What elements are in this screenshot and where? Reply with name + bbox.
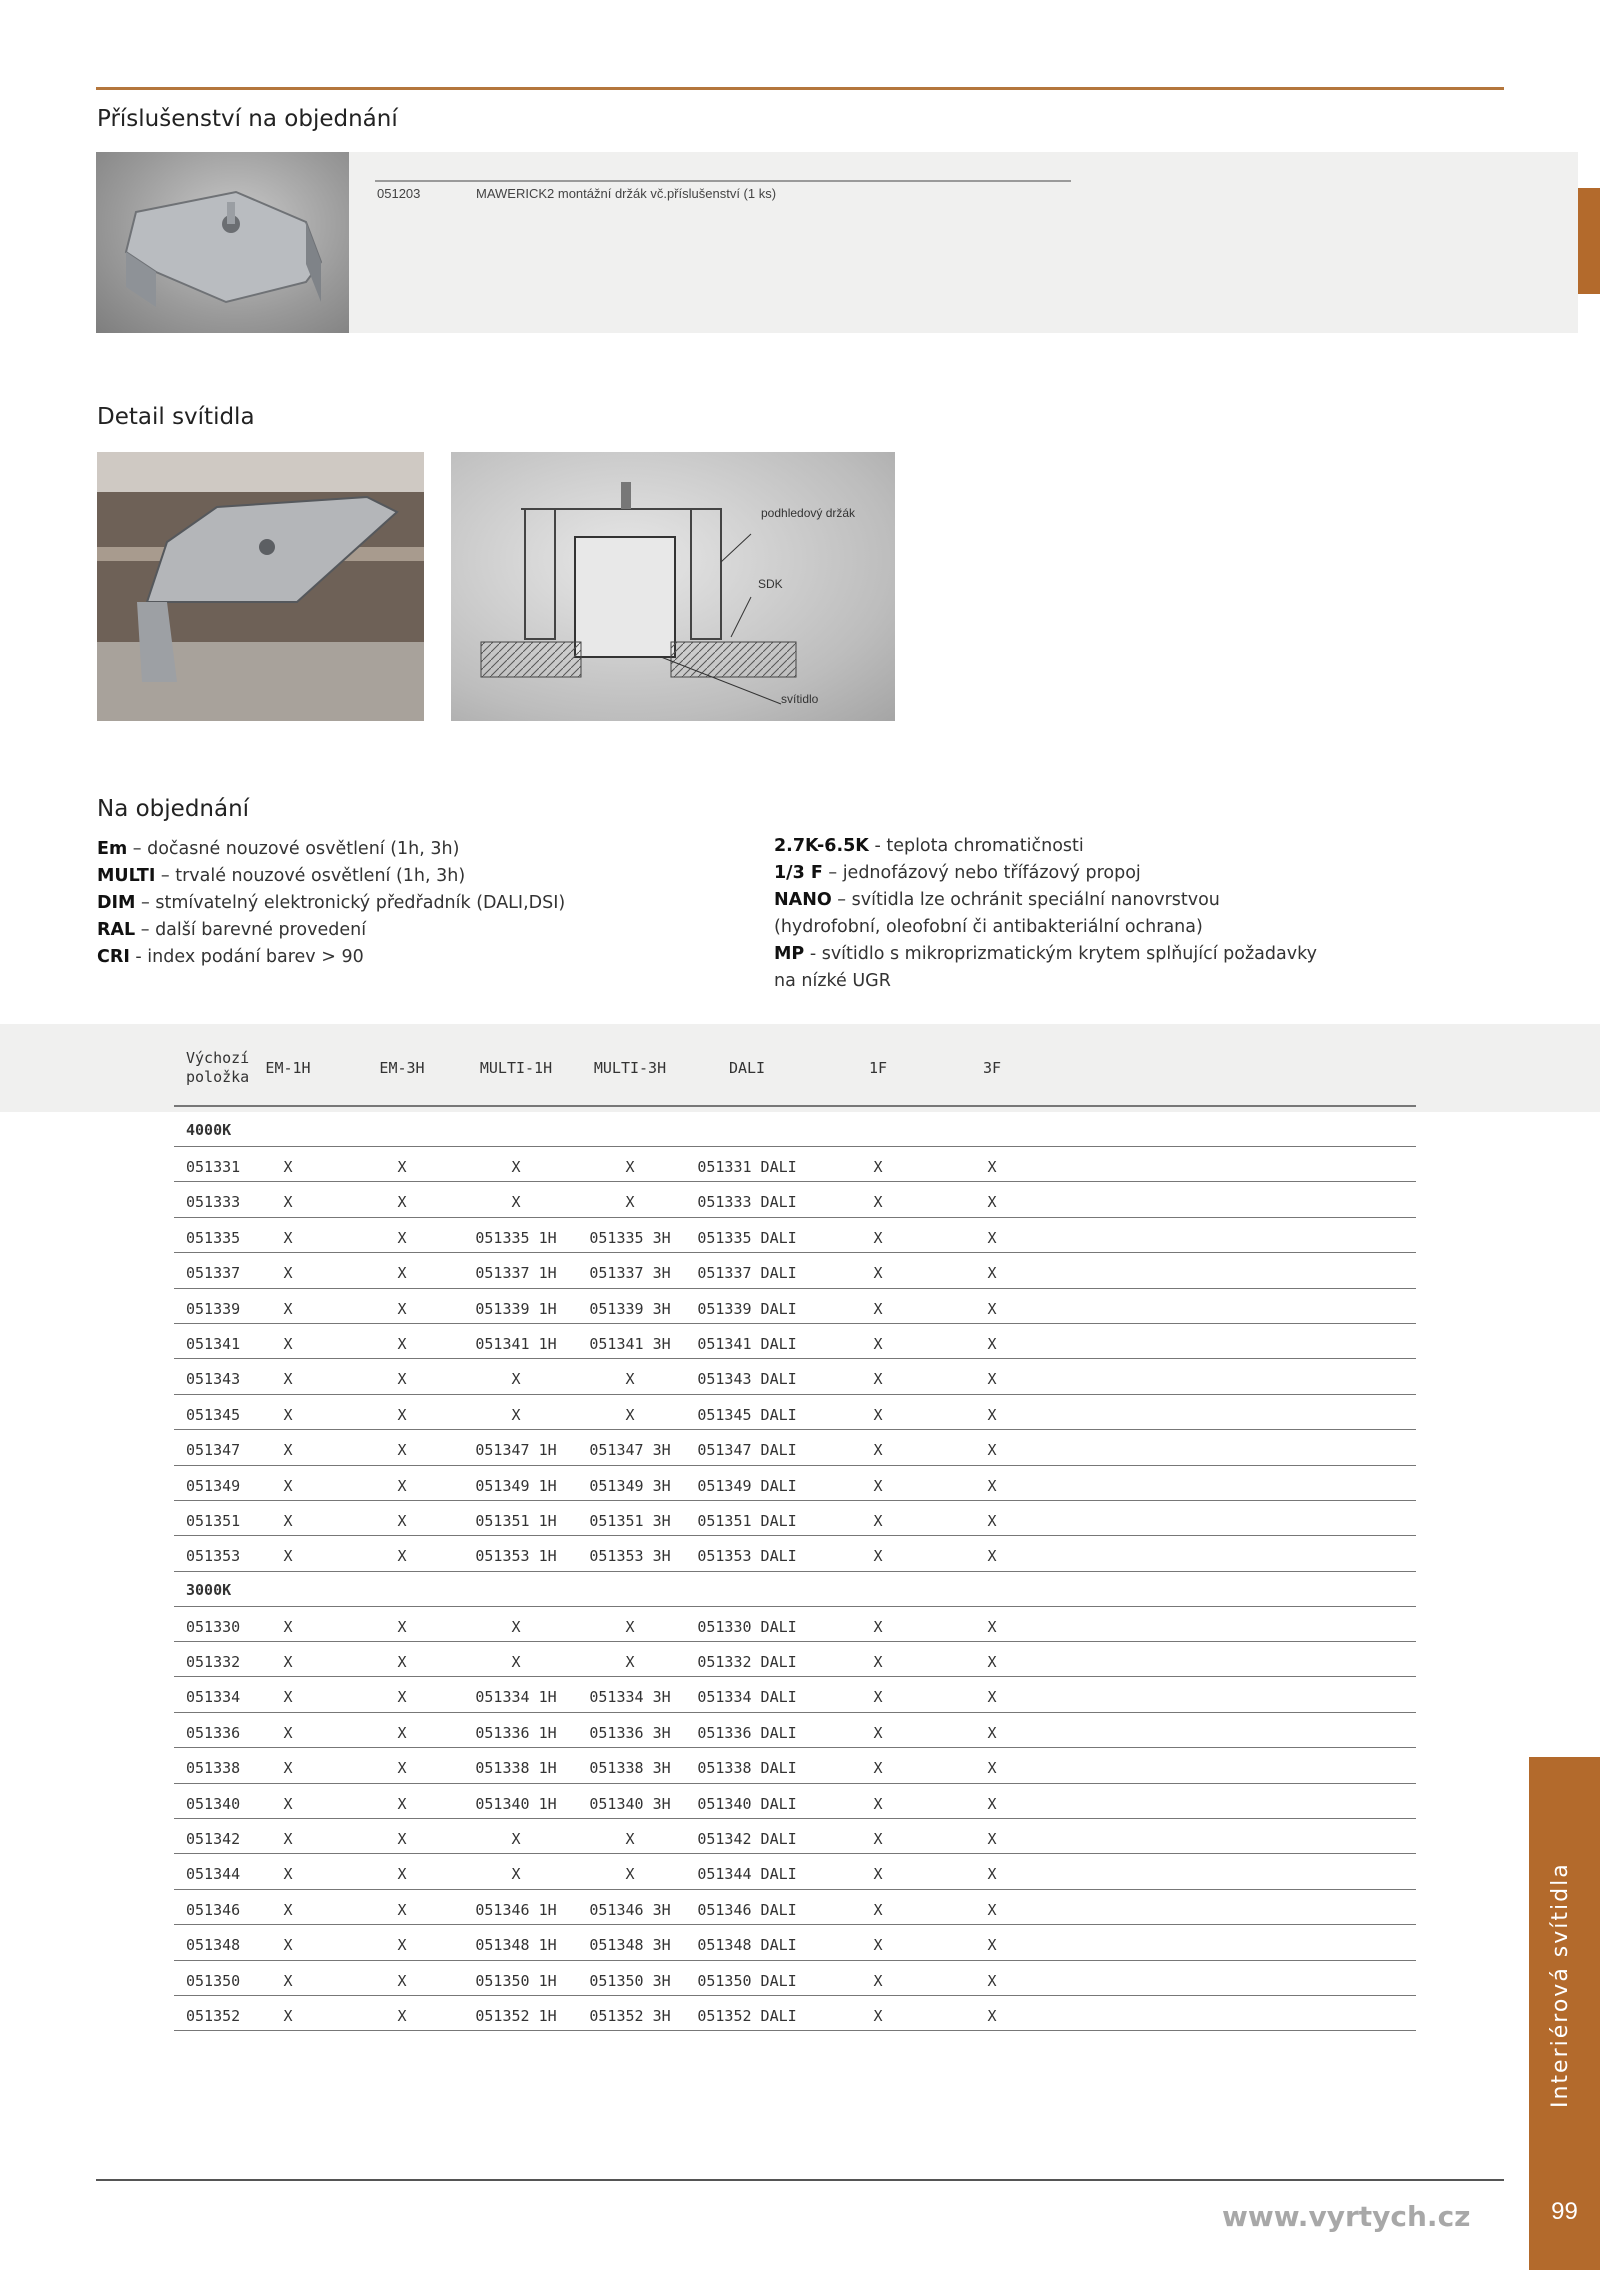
table-cell: 051336 xyxy=(186,1723,241,1742)
table-row xyxy=(174,1890,1416,1925)
table-cell: X xyxy=(511,1370,521,1389)
table-cell: 051337 DALI xyxy=(697,1264,797,1283)
table-cell: X xyxy=(397,1158,407,1176)
table-cell: X xyxy=(987,1193,997,1212)
table-cell: 051345 xyxy=(186,1405,241,1424)
legend-item: CRI - index podání barev > 90 xyxy=(97,947,364,967)
legend-item: 2.7K-6.5K - teplota chromatičnosti xyxy=(774,836,1084,856)
table-cell: X xyxy=(283,1688,293,1707)
table-cell: 051331 xyxy=(186,1158,241,1176)
table-cell: 051332 xyxy=(186,1653,241,1672)
table-cell: X xyxy=(987,1653,997,1672)
table-cell: 051348 3H xyxy=(589,1936,671,1955)
table-cell: X xyxy=(873,2006,883,2025)
bottom-rule xyxy=(96,2179,1504,2181)
table-cell: 051341 DALI xyxy=(697,1334,797,1353)
table-cell: 051339 1H xyxy=(475,1299,557,1318)
table-cell: X xyxy=(397,1830,407,1849)
table-cell: X xyxy=(625,1405,635,1424)
table-cell: 051330 xyxy=(186,1617,241,1636)
header-cell: MULTI-3H xyxy=(593,1058,667,1077)
table-row xyxy=(174,1677,1416,1712)
table-cell: X xyxy=(987,1865,997,1884)
table-cell: X xyxy=(283,1794,293,1813)
label-sdk: SDK xyxy=(758,577,783,591)
table-cell: 051347 DALI xyxy=(697,1441,797,1460)
table-cell: 051353 DALI xyxy=(697,1547,797,1566)
table-cell: 051332 DALI xyxy=(697,1653,797,1672)
table-cell: 051341 3H xyxy=(589,1334,671,1353)
group-label: 3000K xyxy=(186,1580,232,1599)
header-cell: MULTI-1H xyxy=(479,1058,553,1077)
table-cell: 051343 xyxy=(186,1370,241,1389)
table-cell: 051352 xyxy=(186,2006,241,2025)
table-cell: 051349 DALI xyxy=(697,1476,797,1495)
table-cell: 051344 xyxy=(186,1865,241,1884)
table-header-row xyxy=(174,1024,1416,1112)
table-cell: X xyxy=(987,1971,997,1990)
table-cell: 051334 xyxy=(186,1688,241,1707)
table-row xyxy=(174,1395,1416,1430)
table-row xyxy=(174,1642,1416,1677)
table-cell: 051334 DALI xyxy=(697,1688,797,1707)
table-cell: X xyxy=(873,1971,883,1990)
order-legend-right xyxy=(774,833,1317,995)
table-cell: X xyxy=(511,1158,521,1176)
table-cell: 051340 3H xyxy=(589,1794,671,1813)
table-cell: X xyxy=(397,1900,407,1919)
table-cell: X xyxy=(283,1158,293,1176)
table-row xyxy=(174,1466,1416,1501)
table-cell: 051331 DALI xyxy=(697,1158,797,1176)
table-cell: X xyxy=(873,1547,883,1566)
table-cell: 051350 DALI xyxy=(697,1971,797,1990)
order-title: Na objednání xyxy=(97,796,250,822)
table-cell: X xyxy=(283,1511,293,1530)
table-cell: 051333 xyxy=(186,1193,241,1212)
legend-item: MP - svítidlo s mikroprizmatickým krytem splňující požadavky xyxy=(774,944,1317,964)
table-cell: X xyxy=(397,1865,407,1884)
table-cell: 051335 DALI xyxy=(697,1228,797,1247)
table-cell: 051335 xyxy=(186,1228,241,1247)
table-cell: X xyxy=(987,1900,997,1919)
table-cell: 051344 DALI xyxy=(697,1865,797,1884)
table-row xyxy=(174,1961,1416,1996)
table-cell: X xyxy=(873,1830,883,1849)
table-cell: X xyxy=(283,2006,293,2025)
table-cell: 051343 DALI xyxy=(697,1370,797,1389)
table-cell: X xyxy=(397,1476,407,1495)
table-cell: X xyxy=(397,1759,407,1778)
table-cell: X xyxy=(283,1228,293,1247)
table-cell: 051330 DALI xyxy=(697,1617,797,1636)
table-row xyxy=(174,1253,1416,1288)
table-cell: X xyxy=(987,1936,997,1955)
table-cell: 051353 1H xyxy=(475,1547,557,1566)
header-cell: DALI xyxy=(728,1058,766,1077)
table-cell: X xyxy=(511,1865,521,1884)
table-cell: X xyxy=(873,1511,883,1530)
table-cell: 051334 1H xyxy=(475,1688,557,1707)
table-cell: X xyxy=(873,1476,883,1495)
table-cell: 051351 xyxy=(186,1511,241,1530)
table-cell: X xyxy=(511,1405,521,1424)
table-cell: 051337 xyxy=(186,1264,241,1283)
page-number: 99 xyxy=(1551,2198,1578,2225)
table-cell: X xyxy=(987,1476,997,1495)
table-cell: X xyxy=(873,1370,883,1389)
table-cell: X xyxy=(397,1299,407,1318)
table-cell: X xyxy=(873,1299,883,1318)
table-row xyxy=(174,1748,1416,1783)
header-cell: Výchozí položka xyxy=(186,1049,250,1086)
table-cell: X xyxy=(283,1405,293,1424)
table-cell: X xyxy=(283,1264,293,1283)
table-cell: 051335 3H xyxy=(589,1228,671,1247)
table-cell: X xyxy=(873,1794,883,1813)
table-cell: 051340 DALI xyxy=(697,1794,797,1813)
table-cell: 051336 1H xyxy=(475,1723,557,1742)
table-cell: X xyxy=(283,1759,293,1778)
table-cell: 051352 DALI xyxy=(697,2006,797,2025)
table-cell: X xyxy=(625,1653,635,1672)
table-cell: X xyxy=(397,1936,407,1955)
table-cell: X xyxy=(397,1723,407,1742)
table-cell: X xyxy=(283,1865,293,1884)
table-cell: 051340 1H xyxy=(475,1794,557,1813)
table-cell: X xyxy=(987,2006,997,2025)
table-cell: X xyxy=(625,1193,635,1212)
accessory-description: MAWERICK2 montážní držák vč.příslušenství (1 ks) xyxy=(476,186,777,201)
table-cell: X xyxy=(987,1830,997,1849)
table-cell: X xyxy=(397,1193,407,1212)
table-cell: 051341 xyxy=(186,1334,241,1353)
table-cell: X xyxy=(283,1370,293,1389)
table-cell: 051337 3H xyxy=(589,1264,671,1283)
table-cell: X xyxy=(987,1370,997,1389)
label-holder: podhledový držák xyxy=(761,506,856,520)
accessory-code: 051203 xyxy=(377,186,421,201)
table-cell: X xyxy=(283,1830,293,1849)
table-cell: X xyxy=(873,1723,883,1742)
table-cell: X xyxy=(873,1617,883,1636)
table-row xyxy=(174,1430,1416,1465)
table-cell: X xyxy=(987,1405,997,1424)
table-cell: 051338 DALI xyxy=(697,1759,797,1778)
table-cell: X xyxy=(625,1830,635,1849)
table-cell: X xyxy=(987,1299,997,1318)
table-row xyxy=(174,1819,1416,1854)
table-cell: X xyxy=(283,1299,293,1318)
table-cell: X xyxy=(987,1441,997,1460)
table-cell: X xyxy=(873,1900,883,1919)
table-cell: 051353 xyxy=(186,1547,241,1566)
group-label: 4000K xyxy=(186,1121,232,1139)
table-cell: X xyxy=(283,1617,293,1636)
accessory-rule xyxy=(375,180,1071,182)
table-cell: 051348 xyxy=(186,1936,241,1955)
table-cell: X xyxy=(987,1617,997,1636)
table-cell: X xyxy=(397,1334,407,1353)
table-cell: 051348 1H xyxy=(475,1936,557,1955)
table-cell: 051353 3H xyxy=(589,1547,671,1566)
table-cell: X xyxy=(987,1688,997,1707)
label-luminaire: svítidlo xyxy=(781,692,819,706)
table-cell: X xyxy=(283,1723,293,1742)
table-cell: X xyxy=(283,1441,293,1460)
table-cell: 051333 DALI xyxy=(697,1193,797,1212)
table-cell: 051336 DALI xyxy=(697,1723,797,1742)
table-cell: X xyxy=(873,1158,883,1176)
table-cell: 051347 xyxy=(186,1441,241,1460)
table-cell: X xyxy=(873,1688,883,1707)
table-cell: 051341 1H xyxy=(475,1334,557,1353)
table-cell: X xyxy=(987,1228,997,1247)
table-cell: X xyxy=(511,1830,521,1849)
table-cell: X xyxy=(987,1547,997,1566)
table-cell: X xyxy=(625,1617,635,1636)
table-row xyxy=(174,1147,1416,1182)
table-cell: 051351 1H xyxy=(475,1511,557,1530)
table-cell: 051346 1H xyxy=(475,1900,557,1919)
table-cell: X xyxy=(511,1193,521,1212)
group-row xyxy=(174,1572,1416,1607)
table-cell: 051338 xyxy=(186,1759,241,1778)
table-cell: 051337 1H xyxy=(475,1264,557,1283)
category-label: Interiérová svítidla xyxy=(1548,1862,1573,2108)
table-cell: X xyxy=(397,2006,407,2025)
table-cell: X xyxy=(987,1759,997,1778)
table-cell: 051336 3H xyxy=(589,1723,671,1742)
table-cell: X xyxy=(397,1547,407,1566)
table-row xyxy=(174,1218,1416,1253)
table-cell: X xyxy=(283,1334,293,1353)
table-cell: X xyxy=(987,1264,997,1283)
table-row xyxy=(174,1713,1416,1748)
table-row xyxy=(174,1501,1416,1536)
table-cell: X xyxy=(397,1370,407,1389)
legend-item: MULTI – trvalé nouzové osvětlení (1h, 3h) xyxy=(97,866,466,886)
table-cell: 051351 3H xyxy=(589,1511,671,1530)
table-cell: 051345 DALI xyxy=(697,1405,797,1424)
legend-item: NANO – svítidla lze ochránit speciální nanovrstvou xyxy=(774,890,1220,910)
table-cell: 051340 xyxy=(186,1794,241,1813)
table-cell: 051334 3H xyxy=(589,1688,671,1707)
table-cell: 051350 3H xyxy=(589,1971,671,1990)
table-cell: 051347 3H xyxy=(589,1441,671,1460)
header-cell: 1F xyxy=(868,1058,888,1077)
table-row xyxy=(174,1607,1416,1642)
installation-diagram xyxy=(451,452,895,721)
table-cell: 051350 xyxy=(186,1971,241,1990)
order-table xyxy=(174,1024,1416,2031)
legend-item: DIM – stmívatelný elektronický předřadník (DALI,DSI) xyxy=(97,893,566,913)
table-cell: X xyxy=(873,1653,883,1672)
table-row xyxy=(174,1996,1416,2031)
table-row xyxy=(174,1925,1416,1960)
table-row xyxy=(174,1289,1416,1324)
table-cell: 051339 3H xyxy=(589,1299,671,1318)
website-link[interactable]: www.vyrtych.cz xyxy=(1222,2200,1471,2233)
table-cell: 051339 DALI xyxy=(697,1299,797,1318)
table-cell: X xyxy=(283,1900,293,1919)
table-cell: X xyxy=(987,1511,997,1530)
table-cell: X xyxy=(987,1723,997,1742)
table-cell: 051347 1H xyxy=(475,1441,557,1460)
table-cell: X xyxy=(397,1971,407,1990)
table-cell: X xyxy=(397,1441,407,1460)
accessories-title: Příslušenství na objednání xyxy=(97,106,398,132)
header-cell: EM-3H xyxy=(379,1058,425,1077)
table-cell: 051349 xyxy=(186,1476,241,1495)
table-row xyxy=(174,1854,1416,1889)
table-cell: X xyxy=(873,1936,883,1955)
table-cell: X xyxy=(397,1653,407,1672)
table-cell: X xyxy=(397,1617,407,1636)
table-cell: 051349 3H xyxy=(589,1476,671,1495)
table-cell: X xyxy=(987,1158,997,1176)
table-cell: X xyxy=(625,1158,635,1176)
header-cell: EM-1H xyxy=(265,1058,311,1077)
table-cell: X xyxy=(397,1688,407,1707)
table-row xyxy=(174,1182,1416,1217)
table-cell: X xyxy=(283,1193,293,1212)
table-cell: 051338 3H xyxy=(589,1759,671,1778)
table-cell: 051339 xyxy=(186,1299,241,1318)
table-cell: X xyxy=(987,1794,997,1813)
table-cell: 051350 1H xyxy=(475,1971,557,1990)
table-cell: X xyxy=(873,1865,883,1884)
table-cell: 051342 xyxy=(186,1830,241,1849)
detail-title: Detail svítidla xyxy=(97,404,255,430)
table-cell: X xyxy=(397,1228,407,1247)
table-cell: X xyxy=(873,1193,883,1212)
table-cell: X xyxy=(511,1653,521,1672)
table-cell: X xyxy=(873,1441,883,1460)
table-cell: 051335 1H xyxy=(475,1228,557,1247)
table-cell: 051349 1H xyxy=(475,1476,557,1495)
order-legend-left xyxy=(97,836,565,971)
table-cell: X xyxy=(625,1370,635,1389)
table-cell: 051351 DALI xyxy=(697,1511,797,1530)
table-cell: X xyxy=(397,1794,407,1813)
table-cell: X xyxy=(873,1334,883,1353)
table-cell: 051352 3H xyxy=(589,2006,671,2025)
top-rule xyxy=(96,87,1504,90)
table-cell: X xyxy=(283,1971,293,1990)
legend-item: na nízké UGR xyxy=(774,971,891,991)
table-cell: X xyxy=(873,1405,883,1424)
table-cell: 051348 DALI xyxy=(697,1936,797,1955)
table-row xyxy=(174,1784,1416,1819)
table-cell: 051338 1H xyxy=(475,1759,557,1778)
mounting-bracket-photo xyxy=(96,152,349,333)
table-cell: 051346 xyxy=(186,1900,241,1919)
legend-item: RAL – další barevné provedení xyxy=(97,920,367,940)
table-cell: 051352 1H xyxy=(475,2006,557,2025)
table-cell: 051342 DALI xyxy=(697,1830,797,1849)
table-cell: X xyxy=(283,1476,293,1495)
group-row xyxy=(174,1112,1416,1147)
legend-item: 1/3 F – jednofázový nebo třífázový propoj xyxy=(774,863,1141,883)
table-row xyxy=(174,1536,1416,1571)
table-cell: X xyxy=(283,1936,293,1955)
table-cell: X xyxy=(283,1547,293,1566)
legend-item: Em – dočasné nouzové osvětlení (1h, 3h) xyxy=(97,839,460,859)
table-cell: X xyxy=(397,1405,407,1424)
table-cell: X xyxy=(873,1264,883,1283)
table-cell: X xyxy=(397,1511,407,1530)
header-cell: 3F xyxy=(982,1058,1002,1077)
luminaire-detail-photo xyxy=(97,452,424,721)
table-cell: X xyxy=(625,1865,635,1884)
table-cell: X xyxy=(397,1264,407,1283)
table-cell: X xyxy=(511,1617,521,1636)
table-cell: X xyxy=(283,1653,293,1672)
table-row xyxy=(174,1359,1416,1394)
table-cell: 051346 DALI xyxy=(697,1900,797,1919)
table-row xyxy=(174,1324,1416,1359)
table-cell: X xyxy=(873,1759,883,1778)
table-cell: 051346 3H xyxy=(589,1900,671,1919)
table-cell: X xyxy=(987,1334,997,1353)
table-cell: X xyxy=(873,1228,883,1247)
legend-item: (hydrofobní, oleofobní či antibakteriální ochrana) xyxy=(774,917,1203,937)
